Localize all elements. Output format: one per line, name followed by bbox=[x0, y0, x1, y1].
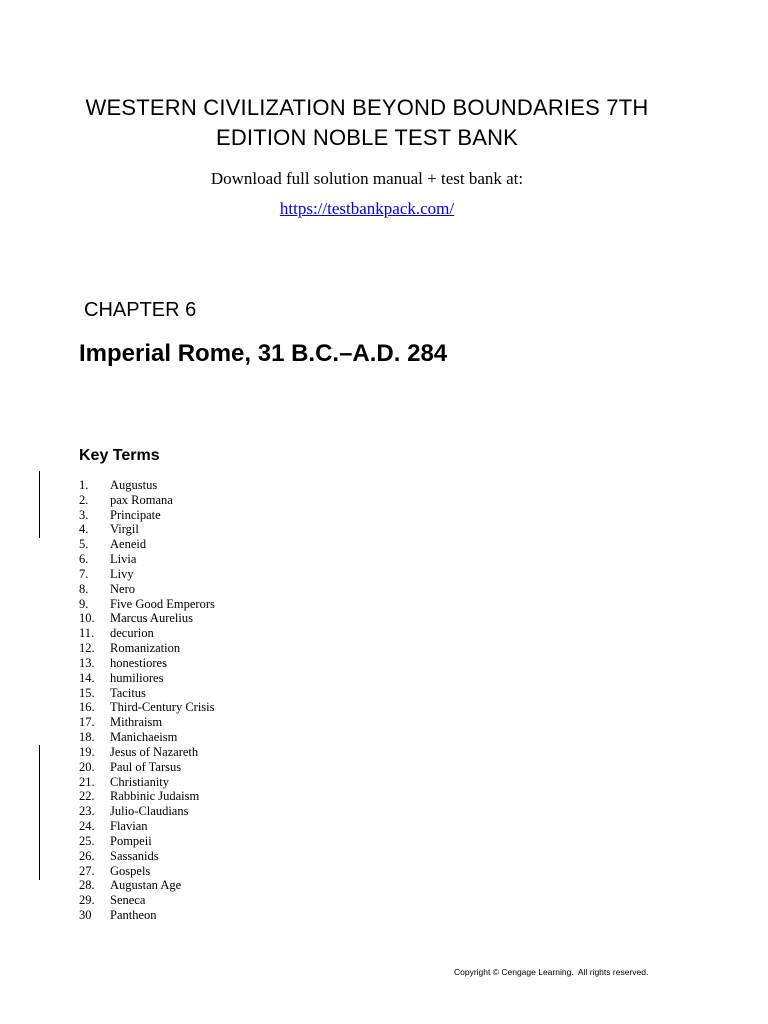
key-term-number: 12. bbox=[79, 641, 95, 656]
key-term-text: Augustus bbox=[110, 478, 158, 492]
margin-change-bar bbox=[39, 745, 40, 880]
key-term-text: Pantheon bbox=[110, 908, 157, 923]
key-term-text: Virgil bbox=[110, 522, 139, 537]
key-term-number: 15. bbox=[79, 685, 95, 700]
key-term-number: 18. bbox=[79, 730, 95, 745]
key-term-text: Pompeii bbox=[110, 833, 152, 848]
key-term-number: 8. bbox=[79, 581, 89, 596]
key-term-item bbox=[79, 508, 215, 523]
key-term-item bbox=[79, 671, 215, 686]
key-term-item bbox=[79, 611, 215, 626]
key-term-item bbox=[79, 775, 215, 790]
key-term-number: 7. bbox=[79, 566, 89, 581]
key-term-text: Mithraism bbox=[110, 715, 163, 730]
key-term-item bbox=[79, 834, 215, 849]
key-term-item bbox=[79, 864, 215, 879]
key-term-text: Sassanids bbox=[110, 848, 159, 863]
chapter-title: Imperial Rome, 31 B.C.–A.D. 284 bbox=[79, 340, 448, 367]
key-term-number: 24. bbox=[79, 819, 95, 834]
title-line-2: EDITION NOBLE TEST BANK bbox=[215, 125, 519, 150]
key-term-number: 2. bbox=[79, 492, 89, 507]
key-term-item bbox=[79, 478, 215, 493]
key-term-text: Julio-Claudians bbox=[110, 804, 189, 819]
key-term-text: Principate bbox=[110, 507, 161, 522]
key-term-text: Marcus Aurelius bbox=[110, 611, 193, 626]
key-term-number: 29. bbox=[79, 893, 95, 908]
key-term-text: honestiores bbox=[110, 655, 167, 670]
key-term-text: decurion bbox=[110, 626, 154, 641]
key-term-number: 25. bbox=[79, 833, 95, 848]
key-term-text: Livy bbox=[110, 566, 134, 581]
key-term-item bbox=[79, 789, 215, 804]
key-term-text: Augustan Age bbox=[110, 878, 182, 893]
key-term-text: Aeneid bbox=[110, 537, 147, 552]
key-term-text: Flavian bbox=[110, 819, 148, 834]
key-term-number: 9. bbox=[79, 596, 89, 611]
key-term-number: 19. bbox=[79, 744, 95, 759]
key-term-number: 3. bbox=[79, 507, 89, 522]
key-term-item bbox=[79, 522, 215, 537]
key-term-number: 16. bbox=[79, 700, 95, 715]
key-term-item bbox=[79, 582, 215, 597]
key-term-item bbox=[79, 552, 215, 567]
key-term-number: 14. bbox=[79, 670, 95, 685]
key-term-item bbox=[79, 656, 215, 671]
key-term-number: 26. bbox=[79, 848, 95, 863]
key-term-text: Tacitus bbox=[110, 685, 146, 700]
chapter-label: CHAPTER 6 bbox=[84, 299, 197, 321]
key-terms-list bbox=[79, 478, 215, 923]
key-term-number: 28. bbox=[79, 878, 95, 893]
key-term-number: 27. bbox=[79, 863, 95, 878]
copyright-footer: Copyright © Cengage Learning. All rights reserved. bbox=[454, 967, 649, 977]
title-line-1: WESTERN CIVILIZATION BEYOND BOUNDARIES 7TH bbox=[85, 95, 649, 120]
key-term-text: Rabbinic Judaism bbox=[110, 789, 200, 804]
key-term-item bbox=[79, 567, 215, 582]
key-term-item bbox=[79, 908, 215, 923]
key-terms-heading: Key Terms bbox=[79, 447, 160, 464]
key-term-text: Romanization bbox=[110, 641, 181, 656]
key-term-text: Seneca bbox=[110, 893, 146, 908]
key-term-number: 23. bbox=[79, 804, 95, 819]
key-term-item bbox=[79, 893, 215, 908]
key-term-item bbox=[79, 804, 215, 819]
key-term-item bbox=[79, 878, 215, 893]
key-term-item bbox=[79, 849, 215, 864]
key-term-number: 6. bbox=[79, 552, 89, 567]
key-term-number: 20. bbox=[79, 759, 95, 774]
key-term-item bbox=[79, 715, 215, 730]
key-term-number: 10. bbox=[79, 611, 95, 626]
key-term-number: 4. bbox=[79, 522, 89, 537]
key-term-number: 17. bbox=[79, 715, 95, 730]
download-text: Download full solution manual + test bank at: bbox=[210, 169, 524, 188]
key-term-text: Third-Century Crisis bbox=[110, 700, 215, 715]
key-term-text: pax Romana bbox=[110, 492, 173, 507]
key-term-number: 22. bbox=[79, 789, 95, 804]
key-term-number: 11. bbox=[79, 626, 95, 641]
key-term-text: Christianity bbox=[110, 774, 170, 789]
download-link[interactable]: https://testbankpack.com/ bbox=[279, 199, 455, 218]
key-term-number: 13. bbox=[79, 655, 95, 670]
key-term-text: Paul of Tarsus bbox=[110, 759, 182, 774]
key-term-number: 30 bbox=[79, 908, 92, 923]
key-term-item bbox=[79, 760, 215, 775]
key-term-text: Five Good Emperors bbox=[110, 596, 215, 611]
key-term-number: 5. bbox=[79, 537, 89, 552]
key-term-text: Manichaeism bbox=[110, 730, 178, 745]
document-title bbox=[0, 93, 734, 153]
key-term-text: Nero bbox=[110, 581, 135, 596]
key-term-text: Jesus of Nazareth bbox=[110, 744, 199, 759]
key-term-number: 1. bbox=[79, 478, 89, 492]
key-term-item bbox=[79, 641, 215, 656]
download-link-container bbox=[0, 198, 734, 220]
key-term-text: Gospels bbox=[110, 863, 151, 878]
key-term-item bbox=[79, 730, 215, 745]
key-term-number: 21. bbox=[79, 774, 95, 789]
key-term-item bbox=[79, 819, 215, 834]
key-term-item bbox=[79, 537, 215, 552]
key-term-item bbox=[79, 686, 215, 701]
key-term-item bbox=[79, 597, 215, 612]
key-term-item bbox=[79, 745, 215, 760]
key-term-item bbox=[79, 700, 215, 715]
key-term-item bbox=[79, 626, 215, 641]
key-term-item bbox=[79, 493, 215, 508]
key-term-text: humiliores bbox=[110, 670, 164, 685]
margin-change-bar bbox=[39, 471, 40, 538]
key-term-text: Livia bbox=[110, 552, 137, 567]
